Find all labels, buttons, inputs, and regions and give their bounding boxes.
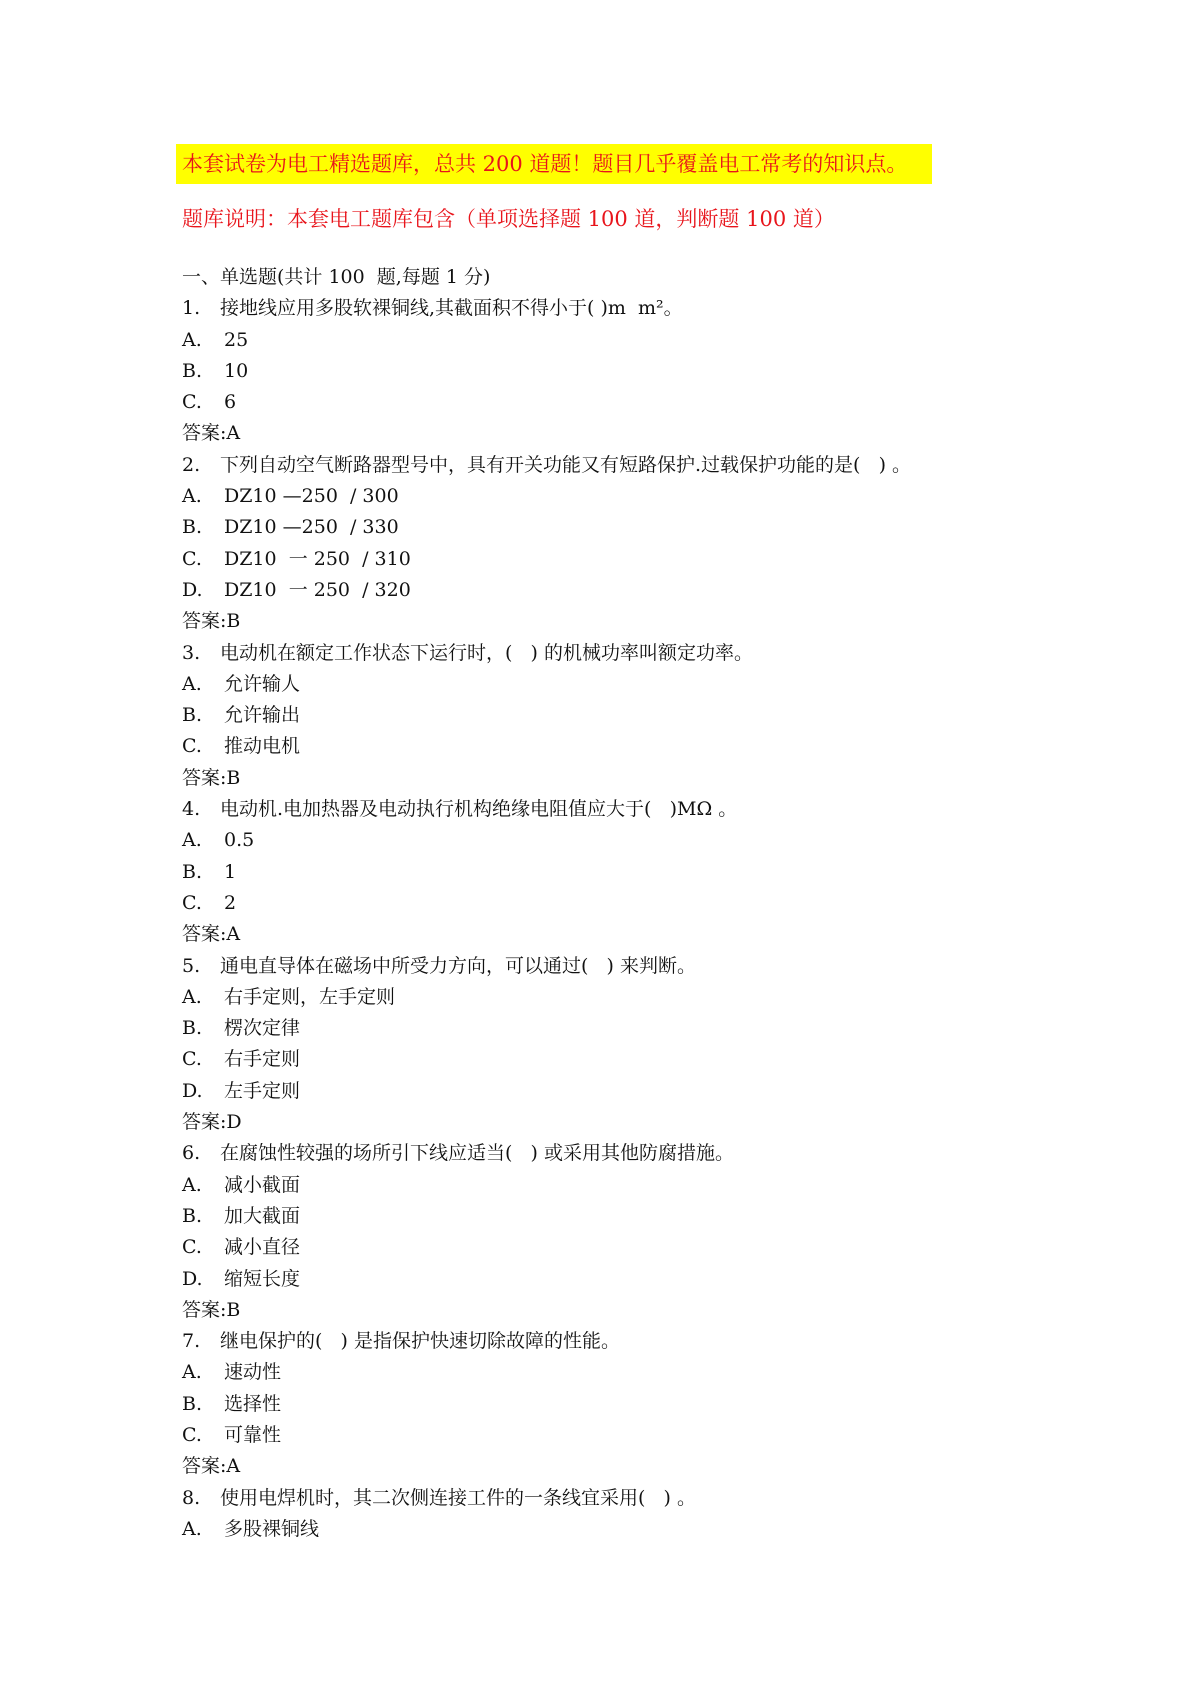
option-text: 允许输人 [224,672,301,695]
correct-answer: 答案:B [182,1298,241,1321]
option-text: 25 [224,328,249,351]
question-text: 接地线应用多股软裸铜线,其截面积不得小于( )m m²。 [220,297,683,320]
question-stem [182,1483,1142,1514]
option-key: D. [182,578,203,601]
option-key: C. [182,1423,202,1446]
question-text: 继电保护的( ) 是指保护快速切除故障的性能。 [220,1330,620,1353]
option-text: DZ10 —250 / 300 [224,485,399,508]
option-text: 选择性 [224,1392,282,1415]
option-key: B. [182,704,203,727]
question-text: 下列自动空气断路器型号中，具有开关功能又有短路保护.过载保护功能的是( ) 。 [220,453,912,476]
highlighted-banner: 本套试卷为电工精选题库，总共 200 道题！题目几乎覆盖电工常考的知识点。 [176,144,932,184]
answer-option [182,700,1142,731]
question-number: 4. [182,798,201,821]
option-text: DZ10 一 250 / 310 [224,547,411,570]
question-number: 7. [182,1330,201,1353]
option-text: 2 [224,891,237,914]
option-key: C. [182,1048,202,1071]
option-text: 右手定则 [224,1048,301,1071]
answer-option [182,1232,1142,1263]
answer-option [182,325,1142,356]
option-text: 6 [224,391,237,414]
option-text: DZ10 —250 / 330 [224,516,399,539]
question-number: 5. [182,954,201,977]
answer-option [182,731,1142,762]
answer-option [182,1044,1142,1075]
option-text: 右手定则，左手定则 [224,985,396,1008]
answer-option [182,1264,1142,1295]
question-stem [182,1326,1142,1357]
correct-answer: 答案:A [182,1455,241,1478]
question-text: 通电直导体在磁场中所受力方向，可以通过( ) 来判断。 [220,954,696,977]
answer-option [182,1420,1142,1451]
answer-option [182,825,1142,856]
question-bank-description: 题库说明：本套电工题库包含（单项选择题 100 道，判断题 100 道） [182,207,835,231]
option-text: 0.5 [224,829,255,852]
option-key: C. [182,1236,202,1259]
question-number: 1. [182,297,201,320]
answer-option [182,512,1142,543]
option-text: 缩短长度 [224,1267,301,1290]
option-key: B. [182,1204,203,1227]
option-key: B. [182,359,203,382]
answer-option [182,857,1142,888]
option-text: DZ10 一 250 / 320 [224,578,411,601]
option-text: 1 [224,860,237,883]
answer-option [182,544,1142,575]
option-text: 允许输出 [224,704,301,727]
option-key: C. [182,891,202,914]
question-text: 在腐蚀性较强的场所引下线应适当( ) 或采用其他防腐措施。 [220,1142,734,1165]
answer-option [182,1170,1142,1201]
option-key: D. [182,1267,203,1290]
option-key: B. [182,516,203,539]
option-key: B. [182,1017,203,1040]
option-text: 加大截面 [224,1204,301,1227]
question-number: 3. [182,641,201,664]
question-number: 6. [182,1142,201,1165]
answer-option [182,1357,1142,1388]
option-key: B. [182,1392,203,1415]
question-stem [182,1138,1142,1169]
option-key: A. [182,1361,202,1384]
answer-option [182,1201,1142,1232]
question-stem [182,293,1142,324]
answer-option [182,1076,1142,1107]
correct-answer: 答案:B [182,610,241,633]
option-text: 推动电机 [224,735,301,758]
answer-option [182,1013,1142,1044]
answer-option [182,575,1142,606]
answer-option [182,888,1142,919]
answer-option [182,387,1142,418]
option-key: A. [182,328,202,351]
option-key: A. [182,829,202,852]
option-key: A. [182,1517,202,1540]
question-stem [182,951,1142,982]
option-key: A. [182,985,202,1008]
option-text: 多股裸铜线 [224,1517,320,1540]
question-number: 2. [182,453,201,476]
question-stem [182,794,1142,825]
option-key: A. [182,485,202,508]
option-key: C. [182,735,202,758]
section-title: 一、单选题(共计 100 题,每题 1 分) [182,266,491,288]
question-text: 电动机.电加热器及电动执行机构绝缘电阻值应大于( )MΩ 。 [220,798,738,821]
option-text: 10 [224,359,249,382]
option-text: 可靠性 [224,1423,282,1446]
option-text: 左手定则 [224,1079,301,1102]
option-key: D. [182,1079,203,1102]
answer-option [182,982,1142,1013]
option-key: B. [182,860,203,883]
option-key: A. [182,672,202,695]
answer-option [182,669,1142,700]
option-key: A. [182,1173,202,1196]
question-stem [182,450,1142,481]
option-text: 减小直径 [224,1236,301,1259]
answer-option [182,1514,1142,1545]
option-key: C. [182,547,202,570]
correct-answer: 答案:B [182,766,241,789]
option-text: 速动性 [224,1361,282,1384]
answer-option [182,356,1142,387]
correct-answer: 答案:D [182,1111,242,1134]
question-list [182,262,1142,1545]
option-text: 楞次定律 [224,1017,301,1040]
answer-option [182,1389,1142,1420]
question-text: 使用电焊机时，其二次侧连接工件的一条线宜采用( ) 。 [220,1486,696,1509]
answer-option [182,481,1142,512]
option-key: C. [182,391,202,414]
correct-answer: 答案:A [182,923,241,946]
question-text: 电动机在额定工作状态下运行时，( ) 的机械功率叫额定功率。 [220,641,753,664]
question-stem [182,638,1142,669]
option-text: 减小截面 [224,1173,301,1196]
question-number: 8. [182,1486,201,1509]
correct-answer: 答案:A [182,422,241,445]
